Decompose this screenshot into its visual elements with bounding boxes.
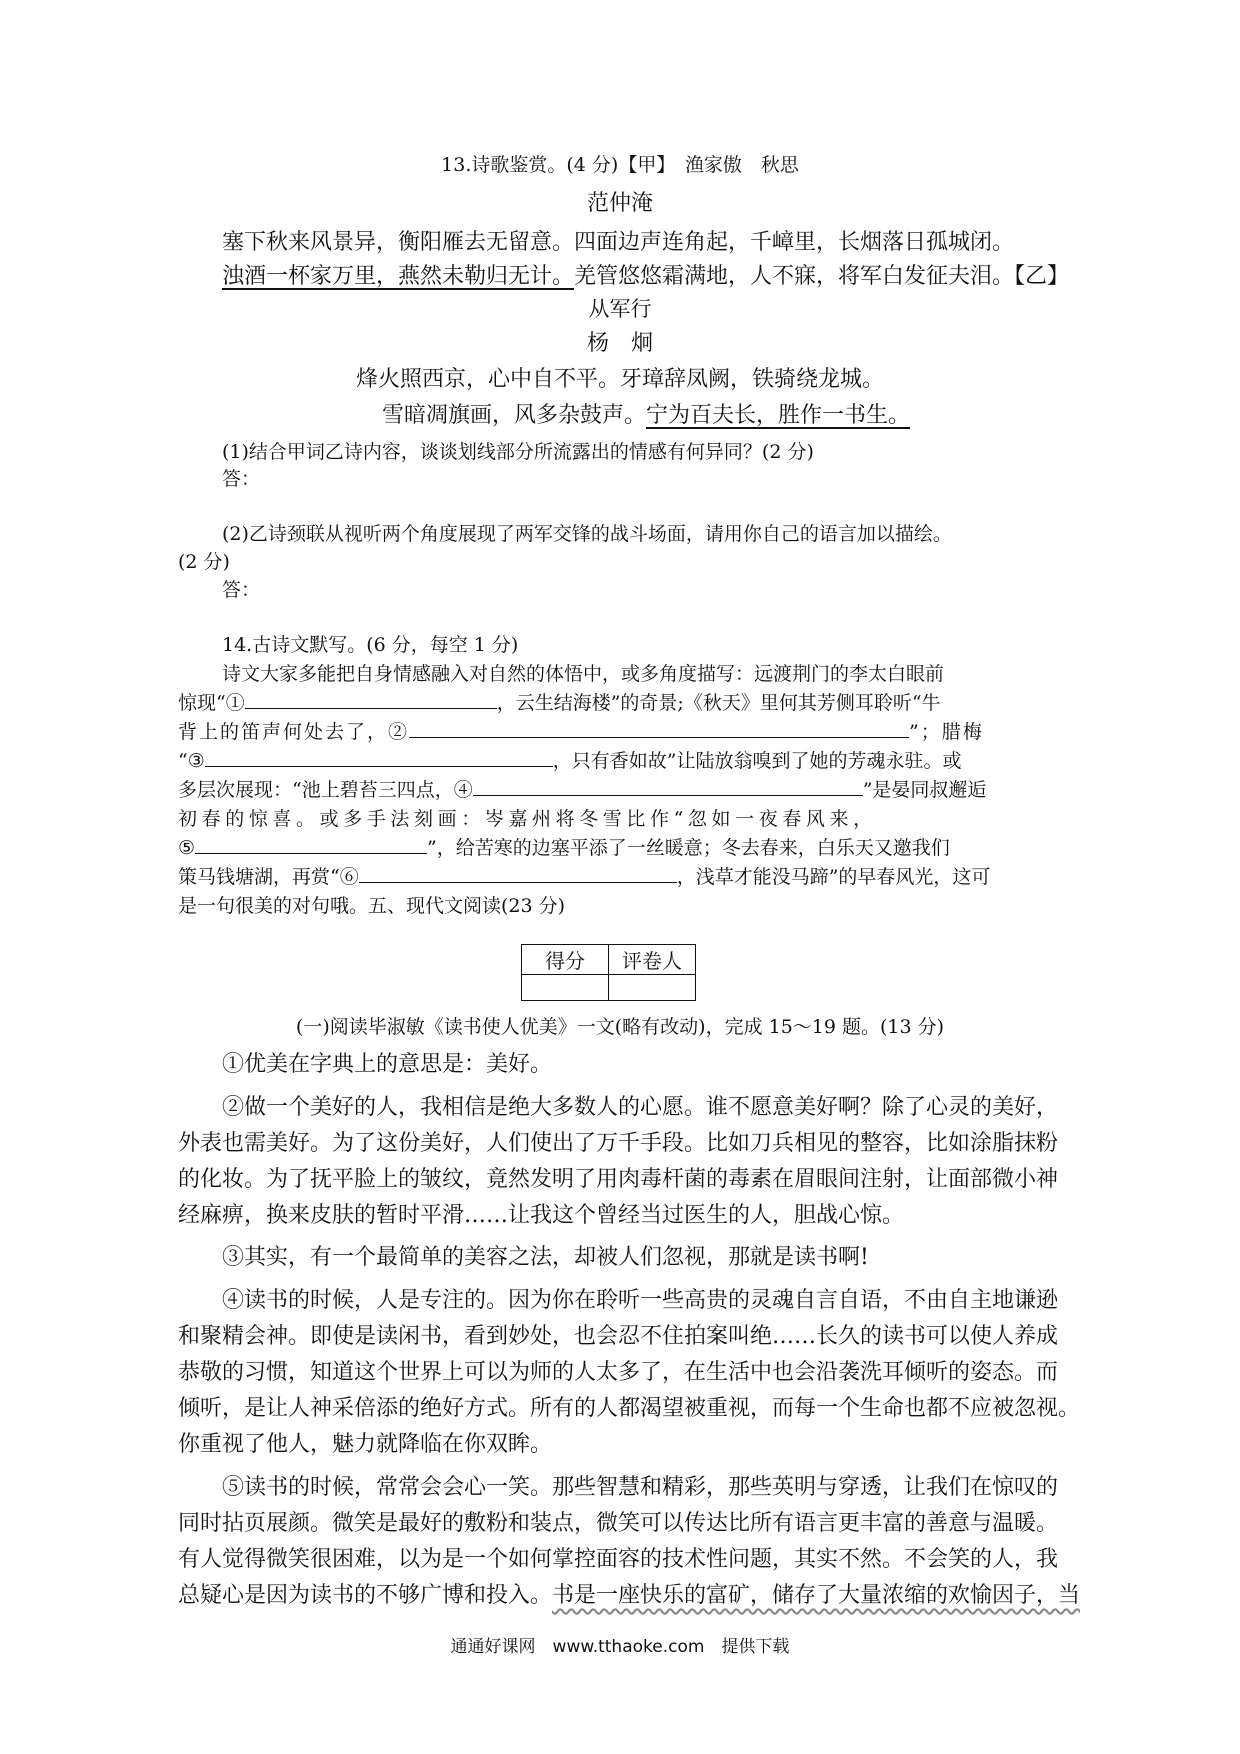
q14-line8-b: ，浅草才能没马蹄”的早春风光，这可: [676, 866, 991, 888]
q14-line7-b: ”，给苦寒的边塞平添了一丝暖意；冬去春来，白乐天又邀我们: [427, 837, 950, 859]
q13-yi-line2: [382, 398, 910, 429]
q14-line8: [178, 862, 990, 889]
q14-line3-a: 背上的笛声何处去了，②: [178, 721, 410, 743]
reading-p4-l2: 和聚精会神。即使是读闲书，看到妙处，也会忍不住拍案叫绝……长久的读书可以使人养成: [178, 1324, 1059, 1349]
reading-p5-l4-plain: 总疑心是因为读书的不够广博和投入。: [178, 1583, 553, 1608]
reading-p2-l4: 经麻痹，换来皮肤的暂时平滑……让我这个曾经当过医生的人，胆战心惊。: [178, 1203, 905, 1228]
blank-1[interactable]: [245, 690, 497, 709]
q13-yi-title: 从军行: [588, 297, 652, 321]
score-cell[interactable]: [522, 975, 609, 1001]
reading-p2-l3: 的化妆。为了抚平脸上的皱纹，竟然发明了用肉毒杆菌的毒素在眉眼间注射，让面部微小神: [178, 1167, 1059, 1192]
q14-line5-a: 多层次展现：“池上碧苔三四点，④: [178, 779, 473, 801]
q14-line6: 初春的惊喜。或多手法刻画：岑嘉州将冬雪比作“忽如一夜春风来，: [178, 808, 877, 830]
blank-6[interactable]: [359, 864, 677, 883]
reading-p5-l2: 同时拈页展颜。微笑是最好的敷粉和装点，微笑可以传达比所有语言更丰富的善意与温暖。: [178, 1511, 1059, 1536]
q14-line4-a: “③: [178, 750, 205, 772]
reading-p5-l3: 有人觉得微笑很困难，以为是一个如何掌控面容的技术性问题，其实不然。不会笑的人，我: [178, 1547, 1059, 1572]
q14-line7-a: ⑤: [178, 837, 196, 859]
q14-line1: 诗文大家多能把自身情感融入对自然的体悟中，或多角度描写：远渡荆门的李太白眼前: [222, 663, 945, 685]
q13-sub2-line2: (2 分): [178, 551, 230, 573]
reading-p1: ①优美在字典上的意思是：美好。: [222, 1052, 553, 1077]
q13-header: 13.诗歌鉴赏。(4 分)【甲】 渔家傲 秋思: [441, 154, 799, 176]
q14-line2: [178, 688, 941, 715]
reading-intro: (一)阅读毕淑敏《读书使人优美》一文(略有改动)，完成 15～19 题。(13 分): [295, 1016, 945, 1038]
score-table: [521, 944, 696, 1001]
q13-answer1: 答：: [222, 468, 261, 490]
blank-2[interactable]: [409, 719, 909, 738]
q13-jia-underlined: 浊酒一杯家万里，燕然未勒归无计。: [222, 264, 575, 289]
q14-line5-b: ”是晏同叔邂逅: [862, 779, 987, 801]
grader-header: 评卷人: [609, 945, 696, 975]
q13-yi-line2-plain: 雪暗凋旗画，风多杂鼓声。: [382, 403, 647, 428]
reading-p4-l3: 恭敬的习惯，知道这个世界上可以为师的人太多了，在生活中也会沿袭洗耳倾听的姿态。而: [178, 1360, 1059, 1385]
q14-line8-a: 策马钱塘湖，再赏“⑥: [178, 866, 359, 888]
reading-p3: ③其实，有一个最简单的美容之法，却被人们忽视，那就是读书啊!: [222, 1245, 869, 1270]
reading-p2-l1: ②做一个美好的人，我相信是绝大多数人的心愿。谁不愿意美好啊？除了心灵的美好，: [222, 1095, 1059, 1120]
q14-line3-b: ”；腊梅: [909, 721, 984, 743]
q14-header: 14.古诗文默写。(6 分，每空 1 分): [222, 634, 519, 656]
reading-p2-l2: 外表也需美好。为了这份美好，人们使出了万千手段。比如刀兵相见的整容，比如涂脂抹粉: [178, 1131, 1059, 1156]
q14-line3: [178, 717, 984, 744]
q14-line5: [178, 775, 986, 802]
q13-sub1: (1)结合甲词乙诗内容，谈谈划线部分所流露出的情感有何异同？(2 分): [222, 441, 814, 463]
q14-line4-b: ，只有香如故”让陆放翁嗅到了她的芳魂永驻。或: [552, 750, 962, 772]
q14-line4: [178, 746, 961, 773]
q13-yi-underlined: 宁为百夫长，胜作一书生。: [646, 403, 911, 428]
q13-sub2-line1: (2)乙诗颈联从视听两个角度展现了两军交锋的战斗场面，请用你自己的语言加以描绘。: [222, 523, 952, 545]
q13-jia-line2: [222, 259, 1069, 290]
grader-cell[interactable]: [609, 975, 696, 1001]
score-header: 得分: [522, 945, 609, 975]
footer-watermark: 通通好课网 www.tthaoke.com 提供下载: [450, 1637, 790, 1657]
reading-p5-l4: [178, 1578, 1080, 1609]
blank-3[interactable]: [205, 748, 553, 767]
q13-jia-line2-rest: 羌管悠悠霜满地，人不寐，将军白发征夫泪。【乙】: [574, 264, 1070, 289]
q13-jia-line1: 塞下秋来风景异，衡阳雁去无留意。四面边声连角起，千嶂里，长烟落日孤城闭。: [222, 230, 1015, 255]
reading-p4-l4: 倾听，是让人神采倍添的绝好方式。所有的人都渴望被重视，而每一个生命也都不应被忽视。: [178, 1396, 1081, 1421]
q13-yi-line1: 烽火照西京，心中自不平。牙璋辞凤阙，铁骑绕龙城。: [355, 367, 884, 392]
q14-line2-b: ，云生结海楼”的奇景;《秋天》里何其芳侧耳聆听“牛: [496, 692, 941, 714]
blank-5[interactable]: [195, 835, 427, 854]
q13-author-yi: 杨 炯: [586, 331, 653, 356]
reading-p4-l5: 你重视了他人，魅力就降临在你双眸。: [178, 1432, 553, 1457]
q14-line2-a: 惊现“①: [178, 692, 245, 714]
reading-p4-l1: ④读书的时候，人是专注的。因为你在聆听一些高贵的灵魂自言自语，不由自主地谦逊: [222, 1288, 1059, 1313]
blank-4[interactable]: [473, 777, 863, 796]
q14-line9: 是一句很美的对句哦。五、现代文阅读(23 分): [178, 895, 566, 917]
reading-p5-l1: ⑤读书的时候，常常会会心一笑。那些智慧和精彩，那些英明与穿透，让我们在惊叹的: [222, 1475, 1059, 1500]
q14-line7: [178, 833, 950, 860]
q13-author-jia: 范仲淹: [586, 191, 653, 216]
reading-p5-l4-wavy: 书是一座快乐的富矿，储存了大量浓缩的欢愉因子，当: [552, 1583, 1081, 1608]
q13-answer2: 答：: [222, 579, 261, 601]
